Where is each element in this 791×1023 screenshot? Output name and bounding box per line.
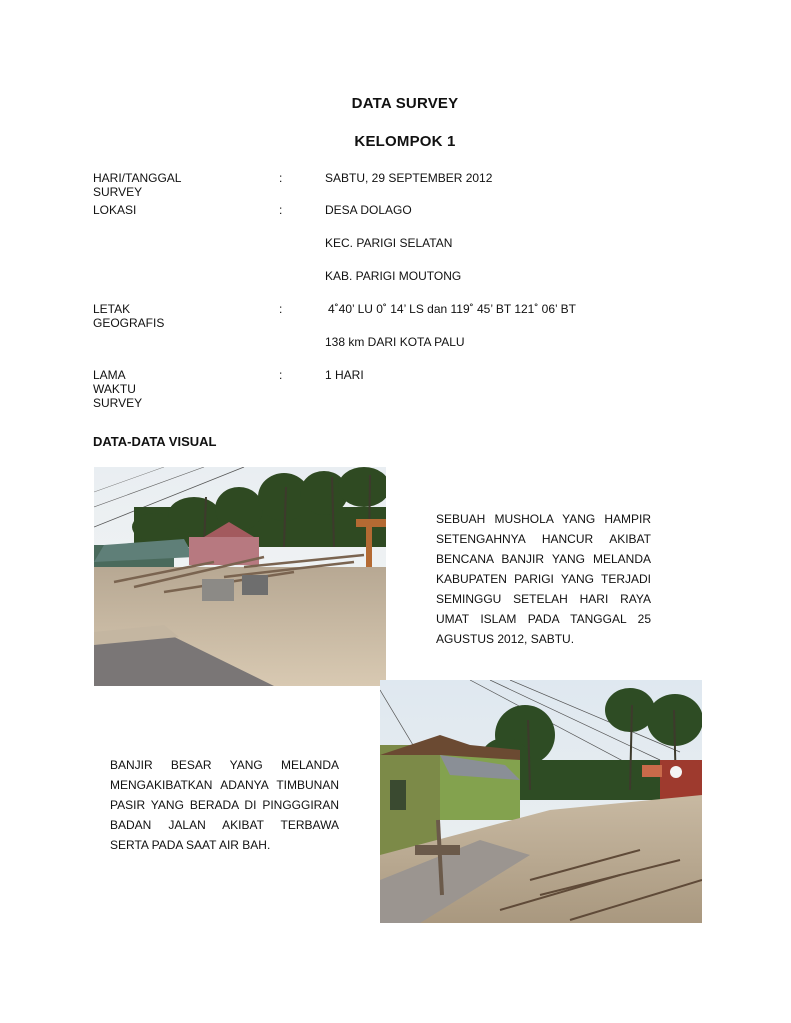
date-colon: :	[279, 171, 283, 185]
location-colon: :	[279, 203, 283, 217]
duration-value: 1 HARI	[325, 368, 364, 382]
duration-colon: :	[279, 368, 283, 382]
page-subtitle: KELOMPOK 1	[354, 133, 456, 150]
geo-colon: :	[279, 302, 283, 316]
geo-distance: 138 km DARI KOTA PALU	[325, 335, 465, 349]
date-label: HARI/TANGGAL SURVEY	[93, 171, 182, 199]
location-label: LOKASI	[93, 203, 137, 217]
visual-section-heading: DATA-DATA VISUAL	[93, 434, 217, 449]
duration-label: LAMA WAKTU SURVEY	[93, 368, 143, 410]
caption-sand-deposit: BANJIR BESAR YANG MELANDA MENGAKIBATKAN ADANYA TIMBUNAN PASIR YANG BERADA DI PINGGGIRAN BADAN JALAN AKIBAT TERBAWA SERTA PADA SAAT AIR BAH.	[110, 758, 339, 852]
photo-damaged-mushola	[94, 467, 386, 686]
caption-damaged-mushola: SEBUAH MUSHOLA YANG HAMPIR SETENGAHNYA HANCUR AKIBAT BENCANA BANJIR YANG MELANDA KABUPATEN PARIGI YANG TERJADI SEMINGGU SETELAH HARI RAYA UMAT ISLAM PADA TANGGAL 25 AGUSTUS 2012, SABTU.	[436, 512, 651, 646]
location-village: DESA DOLAGO	[325, 203, 412, 217]
geo-coordinates: 4˚40’ LU 0˚ 14’ LS dan 119˚ 45’ BT 121˚ 06’ BT	[328, 302, 576, 316]
location-regency: KAB. PARIGI MOUTONG	[325, 269, 462, 283]
photo-sand-deposit-road	[380, 680, 702, 923]
location-district: KEC. PARIGI SELATAN	[325, 236, 453, 250]
geo-label: LETAK GEOGRAFIS	[93, 302, 165, 330]
page-title: DATA SURVEY	[351, 95, 459, 112]
date-value: SABTU, 29 SEPTEMBER 2012	[325, 171, 493, 185]
